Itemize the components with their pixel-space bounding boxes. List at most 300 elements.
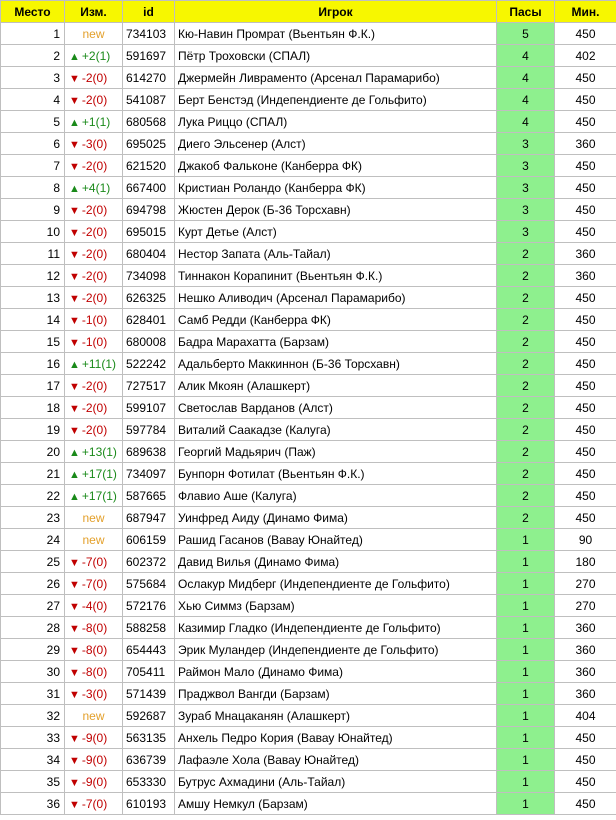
assists-cell: 2 xyxy=(497,331,555,353)
id-cell: 571439 xyxy=(123,683,175,705)
table-row xyxy=(1,221,616,243)
arrow-down-icon: ▼ xyxy=(69,600,80,613)
rank-cell: 28 xyxy=(1,617,65,639)
player-cell: Давид Вилья (Динамо Фима) xyxy=(175,551,497,573)
table-row xyxy=(1,507,616,529)
change-cell xyxy=(65,573,123,595)
id-cell: 522242 xyxy=(123,353,175,375)
rank-cell: 17 xyxy=(1,375,65,397)
arrow-down-icon: ▼ xyxy=(69,732,80,745)
change-value: -2(0) xyxy=(81,92,108,107)
change-value: -3(0) xyxy=(81,136,108,151)
assists-cell: 2 xyxy=(497,441,555,463)
change-value: -2(0) xyxy=(81,224,108,239)
arrow-down-icon: ▼ xyxy=(69,292,80,305)
assists-cell: 1 xyxy=(497,573,555,595)
change-cell xyxy=(65,639,123,661)
id-cell: 680404 xyxy=(123,243,175,265)
assists-cell: 2 xyxy=(497,375,555,397)
id-cell: 628401 xyxy=(123,309,175,331)
player-cell: Нешко Аливодич (Арсенал Парамарибо) xyxy=(175,287,497,309)
id-cell: 687947 xyxy=(123,507,175,529)
arrow-down-icon: ▼ xyxy=(69,94,80,107)
rank-cell: 7 xyxy=(1,155,65,177)
player-cell: Лафаэле Хола (Вавау Юнайтед) xyxy=(175,749,497,771)
change-value: -9(0) xyxy=(81,730,108,745)
id-cell: 705411 xyxy=(123,661,175,683)
rank-cell: 1 xyxy=(1,23,65,45)
minutes-cell: 450 xyxy=(555,793,616,815)
arrow-down-icon: ▼ xyxy=(69,644,80,657)
assists-cell: 2 xyxy=(497,243,555,265)
player-cell: Праджвол Вангди (Барзам) xyxy=(175,683,497,705)
arrow-down-icon: ▼ xyxy=(69,622,80,635)
assists-cell: 2 xyxy=(497,419,555,441)
change-value: -7(0) xyxy=(81,796,108,811)
rank-cell: 30 xyxy=(1,661,65,683)
rank-cell: 22 xyxy=(1,485,65,507)
change-value: -1(0) xyxy=(81,334,108,349)
rank-cell: 35 xyxy=(1,771,65,793)
change-value: -4(0) xyxy=(81,598,108,613)
id-cell: 599107 xyxy=(123,397,175,419)
table-row xyxy=(1,23,616,45)
player-cell: Пётр Троховски (СПАЛ) xyxy=(175,45,497,67)
id-cell: 636739 xyxy=(123,749,175,771)
player-cell: Нестор Запата (Аль-Тайал) xyxy=(175,243,497,265)
table-row xyxy=(1,529,616,551)
arrow-down-icon: ▼ xyxy=(69,248,80,261)
arrow-up-icon: ▲ xyxy=(69,468,80,481)
id-cell: 680568 xyxy=(123,111,175,133)
change-value: -8(0) xyxy=(81,642,108,657)
assists-cell: 1 xyxy=(497,683,555,705)
player-cell: Флавио Аше (Калуга) xyxy=(175,485,497,507)
minutes-cell: 360 xyxy=(555,243,616,265)
change-cell xyxy=(65,617,123,639)
minutes-cell: 450 xyxy=(555,771,616,793)
change-value: -2(0) xyxy=(81,268,108,283)
rank-cell: 23 xyxy=(1,507,65,529)
change-value: -2(0) xyxy=(81,422,108,437)
minutes-cell: 450 xyxy=(555,463,616,485)
arrow-down-icon: ▼ xyxy=(69,160,80,173)
change-value: +1(1) xyxy=(81,114,111,129)
minutes-cell: 450 xyxy=(555,221,616,243)
change-value: -8(0) xyxy=(81,620,108,635)
change-value: -2(0) xyxy=(81,246,108,261)
change-cell xyxy=(65,133,123,155)
rank-cell: 15 xyxy=(1,331,65,353)
change-value: -9(0) xyxy=(81,752,108,767)
change-cell xyxy=(65,551,123,573)
table-row xyxy=(1,441,616,463)
minutes-cell: 450 xyxy=(555,111,616,133)
id-cell: 572176 xyxy=(123,595,175,617)
change-cell xyxy=(65,331,123,353)
rank-cell: 16 xyxy=(1,353,65,375)
table-row xyxy=(1,243,616,265)
id-cell: 597784 xyxy=(123,419,175,441)
id-cell: 587665 xyxy=(123,485,175,507)
change-cell xyxy=(65,507,123,529)
table-row xyxy=(1,573,616,595)
player-cell: Светослав Варданов (Алст) xyxy=(175,397,497,419)
change-cell xyxy=(65,353,123,375)
change-value: -2(0) xyxy=(81,70,108,85)
player-cell: Рашид Гасанов (Вавау Юнайтед) xyxy=(175,529,497,551)
player-cell: Уинфред Аиду (Динамо Фима) xyxy=(175,507,497,529)
id-cell: 626325 xyxy=(123,287,175,309)
rank-cell: 31 xyxy=(1,683,65,705)
arrow-up-icon: ▲ xyxy=(69,358,80,371)
id-cell: 563135 xyxy=(123,727,175,749)
rank-cell: 36 xyxy=(1,793,65,815)
change-cell xyxy=(65,287,123,309)
change-cell xyxy=(65,177,123,199)
change-value: new xyxy=(82,510,105,525)
id-cell: 694798 xyxy=(123,199,175,221)
arrow-down-icon: ▼ xyxy=(69,666,80,679)
minutes-cell: 450 xyxy=(555,309,616,331)
minutes-cell: 360 xyxy=(555,683,616,705)
minutes-cell: 90 xyxy=(555,529,616,551)
change-cell xyxy=(65,793,123,815)
rank-cell: 4 xyxy=(1,89,65,111)
minutes-cell: 450 xyxy=(555,89,616,111)
change-value: -2(0) xyxy=(81,202,108,217)
change-cell xyxy=(65,89,123,111)
minutes-cell: 180 xyxy=(555,551,616,573)
arrow-up-icon: ▲ xyxy=(69,446,80,459)
assists-cell: 5 xyxy=(497,23,555,45)
change-value: +11(1) xyxy=(81,356,117,371)
minutes-cell: 450 xyxy=(555,199,616,221)
header-player: Игрок xyxy=(175,1,497,23)
id-cell: 621520 xyxy=(123,155,175,177)
table-row xyxy=(1,485,616,507)
table-row xyxy=(1,199,616,221)
minutes-cell: 360 xyxy=(555,639,616,661)
change-value: +17(1) xyxy=(81,488,117,503)
rank-cell: 12 xyxy=(1,265,65,287)
id-cell: 734098 xyxy=(123,265,175,287)
arrow-up-icon: ▲ xyxy=(69,490,80,503)
rank-cell: 34 xyxy=(1,749,65,771)
arrow-down-icon: ▼ xyxy=(69,72,80,85)
rank-cell: 13 xyxy=(1,287,65,309)
rank-cell: 5 xyxy=(1,111,65,133)
id-cell: 680008 xyxy=(123,331,175,353)
arrow-down-icon: ▼ xyxy=(69,556,80,569)
table-row xyxy=(1,111,616,133)
table-row xyxy=(1,331,616,353)
change-cell xyxy=(65,705,123,727)
arrow-down-icon: ▼ xyxy=(69,578,80,591)
arrow-down-icon: ▼ xyxy=(69,314,80,327)
minutes-cell: 450 xyxy=(555,331,616,353)
change-value: new xyxy=(82,708,105,723)
rank-cell: 27 xyxy=(1,595,65,617)
id-cell: 734097 xyxy=(123,463,175,485)
assists-cell: 2 xyxy=(497,397,555,419)
change-cell xyxy=(65,595,123,617)
change-value: -2(0) xyxy=(81,290,108,305)
change-cell xyxy=(65,265,123,287)
change-cell xyxy=(65,221,123,243)
rank-cell: 8 xyxy=(1,177,65,199)
change-value: -8(0) xyxy=(81,664,108,679)
rank-cell: 26 xyxy=(1,573,65,595)
assists-cell: 3 xyxy=(497,221,555,243)
assists-cell: 1 xyxy=(497,639,555,661)
change-cell xyxy=(65,23,123,45)
header-assists: Пасы xyxy=(497,1,555,23)
arrow-up-icon: ▲ xyxy=(69,116,80,129)
minutes-cell: 450 xyxy=(555,287,616,309)
assists-cell: 2 xyxy=(497,309,555,331)
table-row xyxy=(1,639,616,661)
player-cell: Диего Эльсенер (Алст) xyxy=(175,133,497,155)
rank-cell: 10 xyxy=(1,221,65,243)
table-row xyxy=(1,155,616,177)
player-cell: Эрик Муландер (Индепендиенте де Гольфито) xyxy=(175,639,497,661)
player-cell: Адальберто Маккиннон (Б-36 Торсхавн) xyxy=(175,353,497,375)
player-cell: Зураб Мнацаканян (Алашкерт) xyxy=(175,705,497,727)
minutes-cell: 450 xyxy=(555,727,616,749)
minutes-cell: 450 xyxy=(555,419,616,441)
change-cell xyxy=(65,749,123,771)
player-cell: Самб Редди (Канберра ФК) xyxy=(175,309,497,331)
player-cell: Казимир Гладко (Индепендиенте де Гольфито) xyxy=(175,617,497,639)
change-value: -7(0) xyxy=(81,576,108,591)
assists-cell: 4 xyxy=(497,45,555,67)
change-value: -9(0) xyxy=(81,774,108,789)
arrow-down-icon: ▼ xyxy=(69,270,80,283)
minutes-cell: 450 xyxy=(555,67,616,89)
assists-cell: 1 xyxy=(497,771,555,793)
assists-cell: 1 xyxy=(497,617,555,639)
id-cell: 575684 xyxy=(123,573,175,595)
arrow-down-icon: ▼ xyxy=(69,424,80,437)
minutes-cell: 270 xyxy=(555,573,616,595)
table-row xyxy=(1,661,616,683)
table-row xyxy=(1,177,616,199)
player-cell: Георгий Мадьярич (Паж) xyxy=(175,441,497,463)
player-cell: Ослакур Мидберг (Индепендиенте де Гольфито) xyxy=(175,573,497,595)
table-row xyxy=(1,749,616,771)
change-value: -3(0) xyxy=(81,686,108,701)
player-cell: Анхель Педро Кория (Вавау Юнайтед) xyxy=(175,727,497,749)
minutes-cell: 402 xyxy=(555,45,616,67)
player-cell: Бутрус Ахмадини (Аль-Тайал) xyxy=(175,771,497,793)
id-cell: 667400 xyxy=(123,177,175,199)
assists-cell: 1 xyxy=(497,595,555,617)
assists-cell: 1 xyxy=(497,529,555,551)
minutes-cell: 404 xyxy=(555,705,616,727)
arrow-down-icon: ▼ xyxy=(69,776,80,789)
minutes-cell: 450 xyxy=(555,375,616,397)
assists-cell: 1 xyxy=(497,727,555,749)
change-cell xyxy=(65,485,123,507)
change-cell xyxy=(65,309,123,331)
assists-cell: 1 xyxy=(497,749,555,771)
minutes-cell: 450 xyxy=(555,155,616,177)
assists-cell: 3 xyxy=(497,199,555,221)
id-cell: 654443 xyxy=(123,639,175,661)
player-cell: Джакоб Фальконе (Канберра ФК) xyxy=(175,155,497,177)
assists-cell: 1 xyxy=(497,793,555,815)
change-value: +13(1) xyxy=(81,444,117,459)
change-cell xyxy=(65,375,123,397)
id-cell: 592687 xyxy=(123,705,175,727)
change-value: +2(1) xyxy=(81,48,111,63)
header-change: Изм. xyxy=(65,1,123,23)
change-cell xyxy=(65,155,123,177)
minutes-cell: 360 xyxy=(555,617,616,639)
player-cell: Кристиан Роландо (Канберра ФК) xyxy=(175,177,497,199)
id-cell: 695025 xyxy=(123,133,175,155)
table-row xyxy=(1,265,616,287)
rank-cell: 3 xyxy=(1,67,65,89)
header-id: id xyxy=(123,1,175,23)
minutes-cell: 450 xyxy=(555,507,616,529)
table-row xyxy=(1,617,616,639)
change-cell xyxy=(65,463,123,485)
rank-cell: 2 xyxy=(1,45,65,67)
rank-cell: 24 xyxy=(1,529,65,551)
table-row xyxy=(1,683,616,705)
player-cell: Лука Риццо (СПАЛ) xyxy=(175,111,497,133)
id-cell: 653330 xyxy=(123,771,175,793)
id-cell: 602372 xyxy=(123,551,175,573)
change-cell xyxy=(65,199,123,221)
assists-cell: 2 xyxy=(497,463,555,485)
table-row xyxy=(1,463,616,485)
player-cell: Жюстен Дерок (Б-36 Торсхавн) xyxy=(175,199,497,221)
change-cell xyxy=(65,243,123,265)
rank-cell: 25 xyxy=(1,551,65,573)
minutes-cell: 450 xyxy=(555,177,616,199)
change-cell xyxy=(65,661,123,683)
change-value: -1(0) xyxy=(81,312,108,327)
change-cell xyxy=(65,683,123,705)
change-value: +17(1) xyxy=(81,466,117,481)
id-cell: 606159 xyxy=(123,529,175,551)
change-cell xyxy=(65,397,123,419)
change-cell xyxy=(65,45,123,67)
table-row xyxy=(1,705,616,727)
header-minutes: Мин. xyxy=(555,1,616,23)
arrow-up-icon: ▲ xyxy=(69,50,80,63)
minutes-cell: 360 xyxy=(555,661,616,683)
minutes-cell: 270 xyxy=(555,595,616,617)
arrow-down-icon: ▼ xyxy=(69,336,80,349)
assists-cell: 3 xyxy=(497,177,555,199)
assists-cell: 2 xyxy=(497,507,555,529)
assists-cell: 1 xyxy=(497,551,555,573)
table-row xyxy=(1,309,616,331)
rank-cell: 21 xyxy=(1,463,65,485)
change-value: +4(1) xyxy=(81,180,111,195)
id-cell: 541087 xyxy=(123,89,175,111)
rank-cell: 6 xyxy=(1,133,65,155)
table-row xyxy=(1,89,616,111)
player-cell: Бадра Марахатта (Барзам) xyxy=(175,331,497,353)
change-value: -2(0) xyxy=(81,378,108,393)
table-row xyxy=(1,419,616,441)
id-cell: 610193 xyxy=(123,793,175,815)
minutes-cell: 450 xyxy=(555,353,616,375)
rank-cell: 33 xyxy=(1,727,65,749)
change-value: new xyxy=(82,532,105,547)
change-cell xyxy=(65,727,123,749)
table-row xyxy=(1,771,616,793)
rank-cell: 29 xyxy=(1,639,65,661)
table-row xyxy=(1,133,616,155)
table-row xyxy=(1,375,616,397)
player-cell: Виталий Саакадзе (Калуга) xyxy=(175,419,497,441)
arrow-down-icon: ▼ xyxy=(69,754,80,767)
change-value: -2(0) xyxy=(81,400,108,415)
change-cell xyxy=(65,771,123,793)
player-cell: Джермейн Ливраменто (Арсенал Парамарибо) xyxy=(175,67,497,89)
minutes-cell: 450 xyxy=(555,397,616,419)
id-cell: 588258 xyxy=(123,617,175,639)
rank-cell: 19 xyxy=(1,419,65,441)
header-rank: Место xyxy=(1,1,65,23)
change-cell xyxy=(65,419,123,441)
arrow-down-icon: ▼ xyxy=(69,688,80,701)
minutes-cell: 450 xyxy=(555,23,616,45)
table-row xyxy=(1,727,616,749)
arrow-up-icon: ▲ xyxy=(69,182,80,195)
change-cell xyxy=(65,529,123,551)
table-row xyxy=(1,551,616,573)
minutes-cell: 450 xyxy=(555,485,616,507)
player-cell: Кю-Навин Промрат (Вьентьян Ф.К.) xyxy=(175,23,497,45)
rank-cell: 18 xyxy=(1,397,65,419)
arrow-down-icon: ▼ xyxy=(69,226,80,239)
rank-cell: 14 xyxy=(1,309,65,331)
table-row xyxy=(1,595,616,617)
assists-cell: 2 xyxy=(497,265,555,287)
id-cell: 591697 xyxy=(123,45,175,67)
arrow-down-icon: ▼ xyxy=(69,798,80,811)
assists-cell: 2 xyxy=(497,353,555,375)
id-cell: 689638 xyxy=(123,441,175,463)
id-cell: 614270 xyxy=(123,67,175,89)
arrow-down-icon: ▼ xyxy=(69,402,80,415)
change-cell xyxy=(65,441,123,463)
arrow-down-icon: ▼ xyxy=(69,204,80,217)
player-cell: Раймон Мало (Динамо Фима) xyxy=(175,661,497,683)
assists-cell: 1 xyxy=(497,705,555,727)
assists-cell: 2 xyxy=(497,485,555,507)
assists-cell: 3 xyxy=(497,133,555,155)
rank-cell: 32 xyxy=(1,705,65,727)
rank-cell: 9 xyxy=(1,199,65,221)
arrow-down-icon: ▼ xyxy=(69,138,80,151)
player-cell: Курт Детье (Алст) xyxy=(175,221,497,243)
id-cell: 734103 xyxy=(123,23,175,45)
assists-cell: 1 xyxy=(497,661,555,683)
table-row xyxy=(1,353,616,375)
change-cell xyxy=(65,67,123,89)
id-cell: 727517 xyxy=(123,375,175,397)
table-row xyxy=(1,397,616,419)
player-cell: Амшу Немкул (Барзам) xyxy=(175,793,497,815)
